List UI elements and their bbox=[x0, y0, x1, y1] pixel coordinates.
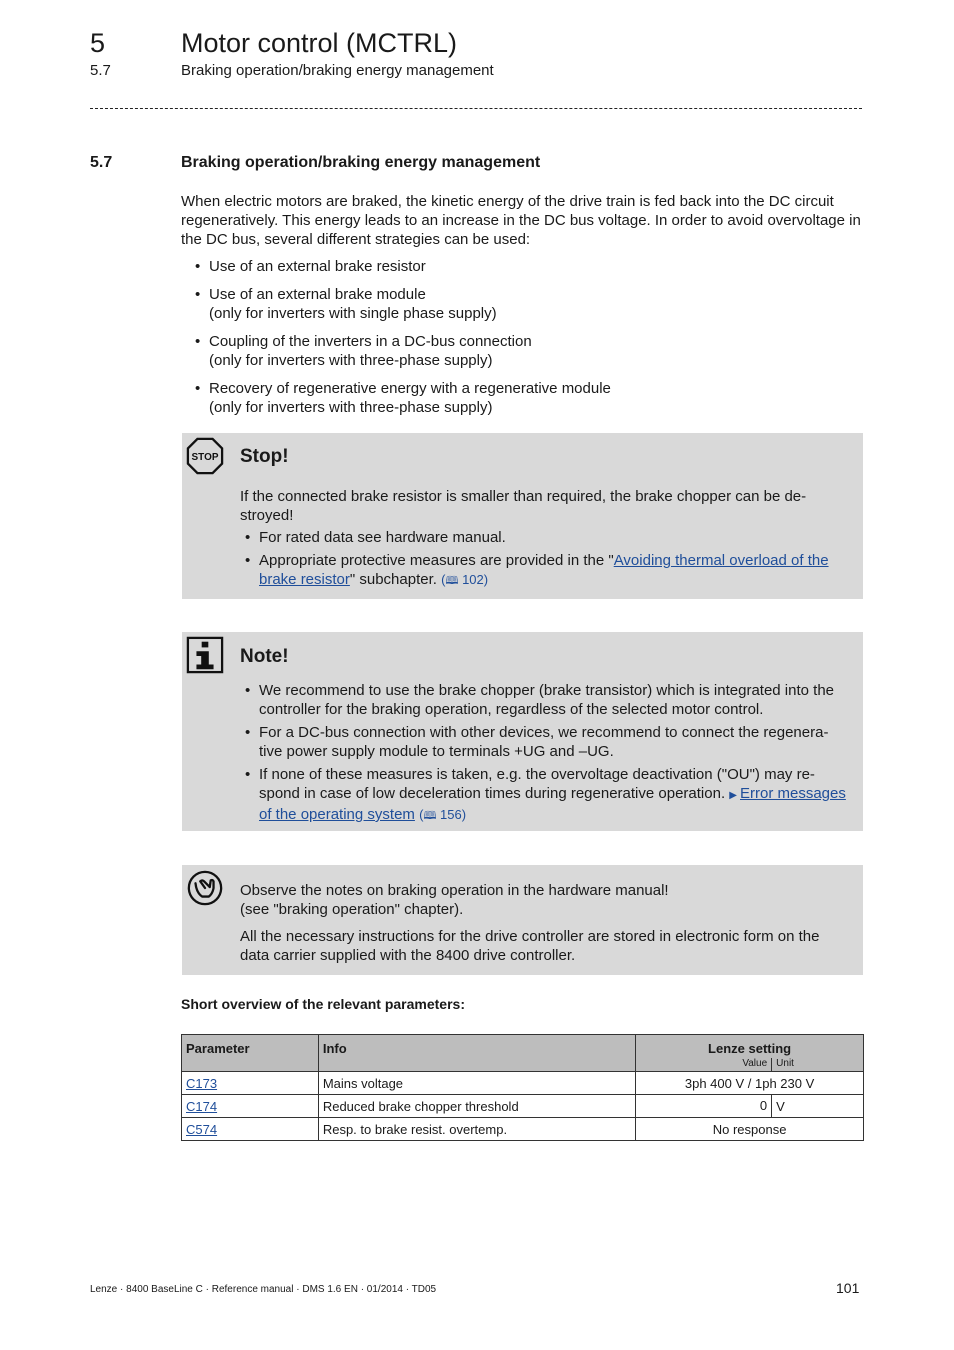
list-item-text: Recovery of regenerative energy with a regenerative module bbox=[209, 380, 611, 397]
page-reference[interactable]: (🕮 156) bbox=[419, 807, 467, 822]
parameter-value: 3ph 400 V / 1ph 230 V bbox=[636, 1072, 864, 1095]
parameter-value-cell bbox=[636, 1095, 864, 1118]
list-item-text: Coupling of the inverters in a DC-bus connection bbox=[209, 333, 532, 350]
tip-line2: (see "braking operation" chapter). bbox=[240, 901, 464, 918]
page-ref-number: 156 bbox=[440, 807, 462, 822]
column-header-parameter: Parameter bbox=[182, 1035, 319, 1072]
parameter-info: Reduced brake chopper threshold bbox=[318, 1095, 635, 1118]
parameter-link-c173[interactable]: C173 bbox=[186, 1075, 218, 1091]
note-box bbox=[182, 632, 863, 831]
header-section-title: Braking operation/braking energy management bbox=[181, 62, 494, 79]
list-item-text: We recommend to use the brake chopper (brake transistor) which is integrated into the controller for the braking operation, regardless of the selected motor control. bbox=[259, 682, 835, 718]
error-messages-link[interactable]: Error messages of the operating system bbox=[259, 785, 846, 823]
info-icon bbox=[186, 636, 224, 674]
header-section-number: 5.7 bbox=[90, 62, 111, 79]
stop-warning-box bbox=[182, 433, 863, 599]
page-number: 101 bbox=[836, 1280, 860, 1296]
column-header-unit: Unit bbox=[776, 1058, 794, 1069]
list-item bbox=[195, 379, 855, 417]
tip-line1: Observe the notes on braking operation in the hardware manual! bbox=[240, 882, 669, 899]
chapter-number: 5 bbox=[90, 28, 106, 58]
section-title: Braking operation/braking energy management bbox=[181, 154, 541, 171]
page-ref-number: 102 bbox=[462, 572, 484, 587]
tip-paragraph: All the necessary instructions for the drive controller are stored in electronic form on the data carrier supplied with the 8400 drive controller. bbox=[240, 928, 820, 964]
list-item-note: (only for inverters with three-phase supply) bbox=[209, 352, 493, 369]
list-item bbox=[240, 551, 850, 591]
book-icon: 🕮 bbox=[445, 575, 459, 587]
column-header-value: Value bbox=[636, 1058, 772, 1071]
table-row bbox=[182, 1072, 864, 1095]
footer-text: Lenze · 8400 BaseLine C · Reference manual · DMS 1.6 EN · 01/2014 · TD05 bbox=[90, 1284, 437, 1295]
stop-list bbox=[240, 528, 850, 591]
list-item bbox=[240, 723, 850, 761]
list-item-text: Appropriate protective measures are provided in the " bbox=[259, 552, 614, 569]
note-body bbox=[240, 681, 850, 830]
list-item-text: " subchapter. bbox=[349, 571, 437, 588]
strategy-list bbox=[195, 257, 855, 426]
parameter-value: No response bbox=[636, 1118, 864, 1141]
section-number: 5.7 bbox=[90, 154, 113, 171]
list-item-text: Use of an external brake module bbox=[209, 286, 426, 303]
list-item-text: If none of these measures is taken, e.g. the overvoltage deactivation ("OU") may re-spond in case of low deceleration times during regenerative operation. bbox=[259, 766, 815, 802]
list-item bbox=[240, 765, 850, 826]
list-item bbox=[195, 257, 855, 276]
page-reference[interactable]: (🕮 102) bbox=[441, 572, 489, 587]
list-item-note: (only for inverters with single phase supply) bbox=[209, 305, 497, 322]
parameters-heading: Short overview of the relevant parameters: bbox=[181, 996, 465, 1012]
note-list bbox=[240, 681, 850, 826]
intro-paragraph: When electric motors are braked, the kinetic energy of the drive train is fed back into the DC circuit regeneratively. This energy leads to an increase in the DC bus voltage. In order to avoid overvoltage in the DC bus, several different strategies can be used: bbox=[181, 193, 861, 248]
column-header-lenze-setting bbox=[636, 1035, 864, 1072]
avoiding-thermal-overload-link[interactable]: Avoiding thermal overload of the brake resistor bbox=[259, 552, 829, 588]
stop-sign-icon bbox=[186, 437, 224, 475]
table-row bbox=[182, 1118, 864, 1141]
parameter-value: 0 bbox=[636, 1095, 772, 1117]
chapter-title: Motor control (MCTRL) bbox=[181, 28, 458, 58]
list-item bbox=[240, 528, 850, 547]
column-header-info: Info bbox=[318, 1035, 635, 1072]
list-item-text: Use of an external brake resistor bbox=[209, 258, 426, 275]
parameter-info: Resp. to brake resist. overtemp. bbox=[318, 1118, 635, 1141]
list-item bbox=[240, 681, 850, 719]
table-row bbox=[182, 1095, 864, 1118]
parameter-link-c174[interactable]: C174 bbox=[186, 1098, 218, 1114]
lenze-setting-label: Lenze setting bbox=[708, 1041, 792, 1056]
parameter-info: Mains voltage bbox=[318, 1072, 635, 1095]
book-icon: 🕮 bbox=[423, 810, 437, 822]
stop-body bbox=[240, 487, 850, 595]
note-heading: Note! bbox=[240, 646, 289, 667]
list-item-text: For a DC-bus connection with other devices, we recommend to connect the regenera-tive power supply module to terminals +UG and –UG. bbox=[259, 724, 829, 760]
triangle-right-icon: ▶ bbox=[729, 790, 737, 801]
stop-sign-label: STOP bbox=[191, 451, 219, 463]
list-item bbox=[195, 332, 855, 370]
header-divider bbox=[90, 108, 862, 109]
tip-body bbox=[240, 881, 850, 965]
list-item-note: (only for inverters with three-phase supply) bbox=[209, 399, 493, 416]
hint-hand-icon bbox=[186, 869, 224, 907]
stop-text: If the connected brake resistor is smaller than required, the brake chopper can be de-stroyed! bbox=[240, 488, 807, 524]
stop-heading: Stop! bbox=[240, 446, 289, 467]
tip-box bbox=[182, 865, 863, 975]
parameter-unit: V bbox=[776, 1098, 785, 1114]
parameters-table bbox=[181, 1034, 864, 1141]
list-item bbox=[195, 285, 855, 323]
list-item-text: For rated data see hardware manual. bbox=[259, 529, 506, 546]
parameter-link-c574[interactable]: C574 bbox=[186, 1121, 218, 1137]
